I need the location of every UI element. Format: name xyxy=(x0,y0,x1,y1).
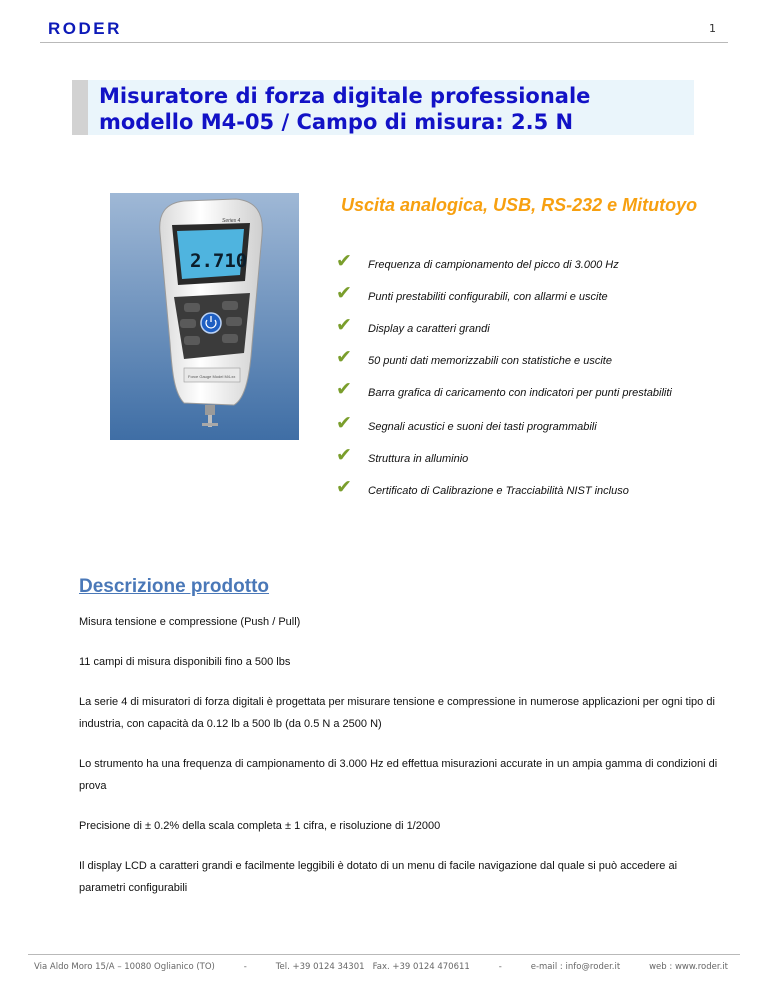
feature-item xyxy=(336,282,716,304)
check-icon: ✔ xyxy=(336,314,352,336)
check-icon: ✔ xyxy=(336,346,352,368)
footer-separator: - xyxy=(243,962,247,972)
footer-divider xyxy=(28,954,740,955)
feature-item xyxy=(336,250,716,272)
feature-item xyxy=(336,378,716,400)
product-subtitle: Uscita analogica, USB, RS-232 e Mitutoyo xyxy=(341,195,698,215)
title-line-2: modello M4-05 / Campo di misura: 2.5 N xyxy=(99,110,574,134)
feature-text: Barra grafica di caricamento con indicatori per punti prestabiliti xyxy=(368,387,672,399)
feature-text: Punti prestabiliti configurabili, con allarmi e uscite xyxy=(368,291,608,303)
svg-text:2.710: 2.710 xyxy=(190,250,248,272)
product-image xyxy=(110,193,299,440)
description-body xyxy=(79,611,719,917)
svg-text:RODER: RODER xyxy=(48,20,122,36)
title-accent-bar xyxy=(72,80,88,135)
check-icon: ✔ xyxy=(336,250,352,272)
footer-web[interactable]: web : www.roder.it xyxy=(649,962,728,972)
description-paragraph: Precisione di ± 0.2% della scala completa ± 1 cifra, e risoluzione di 1/2000 xyxy=(79,820,441,832)
footer-address: Via Aldo Moro 15/A – 10080 Oglianico (TO) xyxy=(34,962,215,972)
feature-text: 50 punti dati memorizzabili con statistiche e uscite xyxy=(368,355,612,367)
feature-item xyxy=(336,314,716,336)
description-paragraph: Il display LCD a caratteri grandi e facilmente leggibili è dotato di un menu di facile navigazione dal quale si può accedere ai parametri configurabili xyxy=(79,860,678,894)
footer-contacts xyxy=(276,962,470,972)
check-icon: ✔ xyxy=(336,476,352,498)
description-paragraph: 11 campi di misura disponibili fino a 500 lbs xyxy=(79,656,291,668)
feature-item xyxy=(336,476,716,498)
svg-text:Series 4: Series 4 xyxy=(222,218,241,224)
title-line-1: Misuratore di forza digitale professionale xyxy=(99,84,591,108)
check-icon: ✔ xyxy=(336,378,352,400)
section-title: Descrizione prodotto xyxy=(79,576,270,597)
check-icon: ✔ xyxy=(336,282,352,304)
feature-text: Struttura in alluminio xyxy=(368,453,469,465)
footer-fax: Fax. +39 0124 470611 xyxy=(372,962,470,972)
feature-text: Segnali acustici e suoni dei tasti programmabili xyxy=(368,421,597,433)
description-paragraph: Misura tensione e compressione (Push / Pull) xyxy=(79,616,301,628)
feature-text: Frequenza di campionamento del picco di 3.000 Hz xyxy=(368,259,619,271)
check-icon: ✔ xyxy=(336,412,352,434)
feature-item xyxy=(336,412,716,434)
feature-item xyxy=(336,346,716,368)
footer-phone: Tel. +39 0124 34301 xyxy=(275,962,365,972)
footer-email[interactable]: e-mail : info@roder.it xyxy=(530,962,621,972)
description-paragraph: La serie 4 di misuratori di forza digitali è progettata per misurare tensione e compressione in numerose applicazioni per ogni tipo di industria, con capacità da 0.12 lb a 500 lb (da 0.5 N a 2500 N) xyxy=(79,696,715,730)
page-number: 1 xyxy=(709,22,716,35)
roder-logo xyxy=(48,20,166,41)
title-block xyxy=(72,80,694,135)
page-footer xyxy=(34,962,728,972)
header-divider xyxy=(40,42,728,43)
feature-text: Certificato di Calibrazione e Tracciabilità NIST incluso xyxy=(368,485,629,497)
feature-text: Display a caratteri grandi xyxy=(368,323,490,335)
page-title xyxy=(99,83,689,135)
check-icon: ✔ xyxy=(336,444,352,466)
footer-separator: - xyxy=(498,962,502,972)
feature-item xyxy=(336,444,716,466)
description-paragraph: Lo strumento ha una frequenza di campionamento di 3.000 Hz ed effettua misurazioni accurate in un ampia gamma di condizioni di prova xyxy=(79,758,718,792)
svg-text:Force Gauge Model M4-xx: Force Gauge Model M4-xx xyxy=(188,374,236,379)
feature-list xyxy=(336,250,716,516)
